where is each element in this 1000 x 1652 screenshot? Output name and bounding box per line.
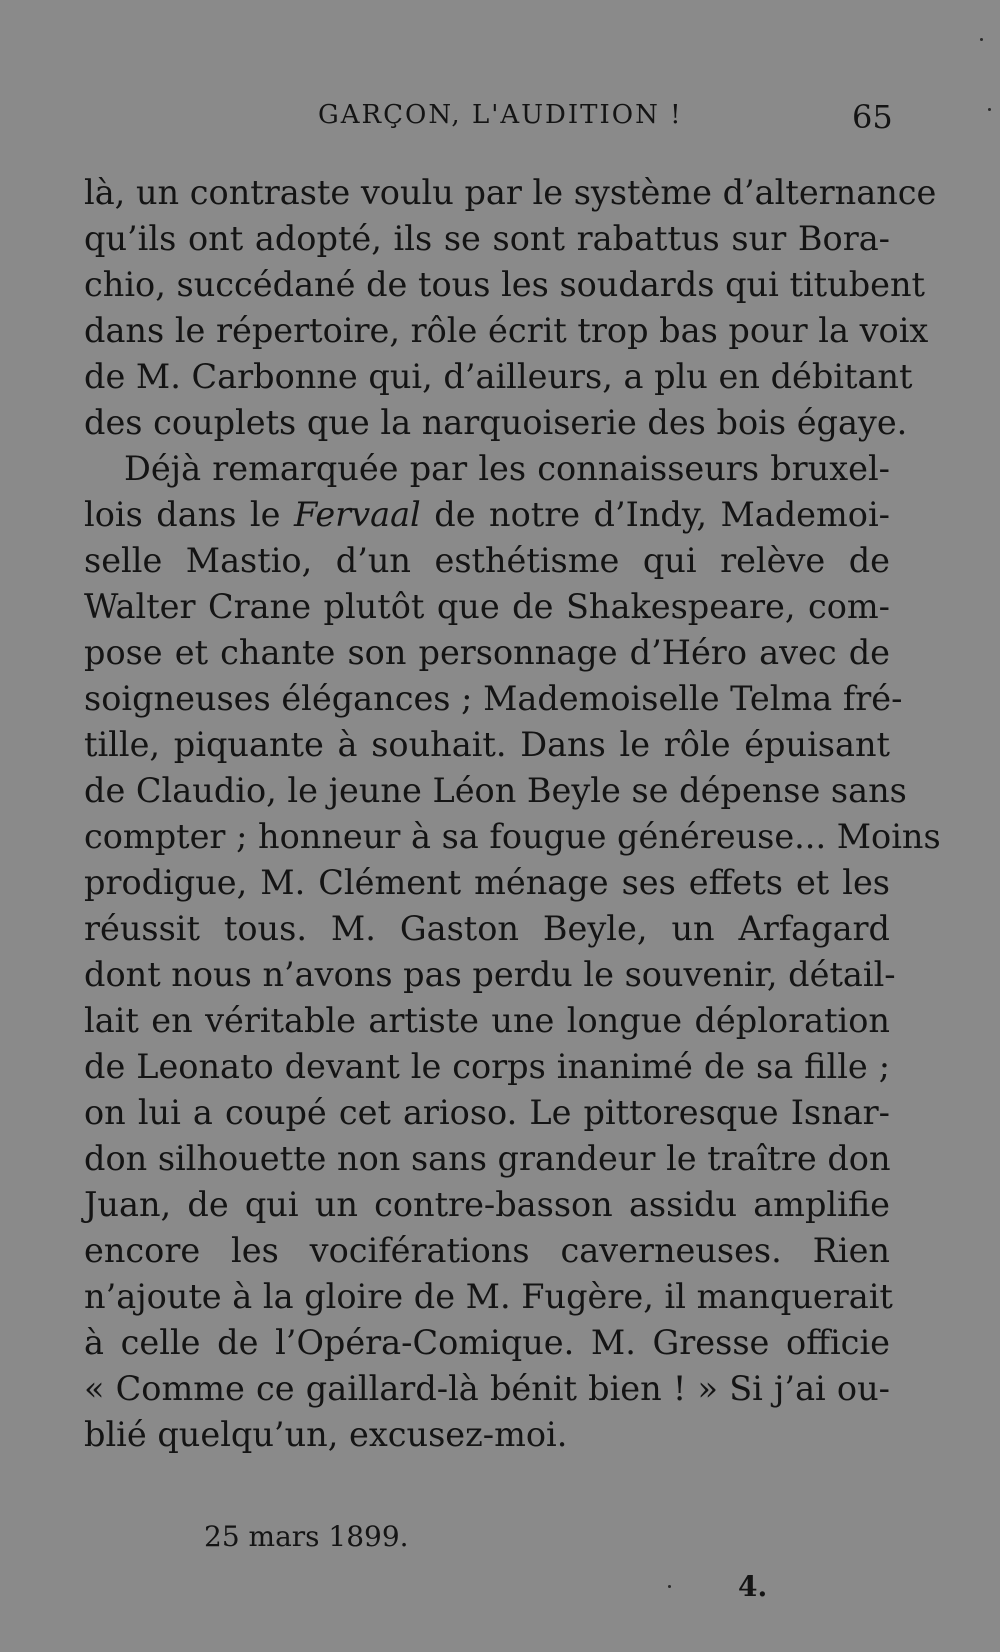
text-line: n’ajoute à la gloire de M. Fugère, il manquerait: [84, 1277, 893, 1316]
text-line: on lui a coupé cet arioso. Le pittoresque Isnar-: [84, 1093, 890, 1132]
text-line: qu’ils ont adopté, ils se sont rabattus sur Bora-: [84, 219, 890, 258]
text-line: pose et chante son personnage d’Héro avec de: [84, 633, 890, 672]
text-line: tille, piquante à souhait. Dans le rôle épuisant: [84, 725, 890, 764]
text-line: Walter Crane plutôt que de Shakespeare, com-: [84, 587, 890, 626]
text-line: « Comme ce gaillard-là bénit bien ! » Si j’ai ou-: [84, 1369, 890, 1408]
signature-mark: 4.: [738, 1570, 768, 1603]
text-line: de M. Carbonne qui, d’ailleurs, a plu en débitant: [84, 357, 913, 396]
text-line: de Leonato devant le corps inanimé de sa fille ;: [84, 1047, 890, 1086]
print-speck: [988, 108, 991, 111]
text-line: chio, succédané de tous les soudards qui titubent: [84, 265, 926, 304]
text-line: des couplets que la narquoiserie des bois égaye.: [84, 403, 908, 442]
text-line: prodigue, M. Clément ménage ses effets et les: [84, 863, 890, 902]
text-line: là, un contraste voulu par le système d’alternance: [84, 173, 937, 212]
text-line: lois dans le Fervaal de notre d’Indy, Mademoi-: [84, 495, 890, 534]
text-line: réussit tous. M. Gaston Beyle, un Arfagard: [84, 909, 890, 948]
text-line: encore les vociférations caverneuses. Rien: [84, 1231, 890, 1270]
print-speck: [668, 1585, 671, 1588]
running-title: GARÇON, L'AUDITION !: [318, 100, 683, 130]
work-title: Fervaal: [293, 495, 421, 534]
text-line: Déjà remarquée par les connaisseurs bruxel-: [124, 449, 890, 488]
text-line: selle Mastio, d’un esthétisme qui relève de: [84, 541, 890, 580]
text-line: soigneuses élégances ; Mademoiselle Telma fré-: [84, 679, 903, 718]
text-line: à celle de l’Opéra-Comique. M. Gresse officie: [84, 1323, 890, 1362]
body-text: [84, 170, 941, 1458]
page-number: 65: [852, 98, 893, 136]
text-line: blié quelqu’un, excusez-moi.: [84, 1415, 568, 1454]
date-line: 25 mars 1899.: [204, 1520, 409, 1553]
text-line: compter ; honneur à sa fougue généreuse... Moins: [84, 817, 941, 856]
text-line: dans le répertoire, rôle écrit trop bas pour la voix: [84, 311, 929, 350]
text-line: dont nous n’avons pas perdu le souvenir, détail-: [84, 955, 896, 994]
text-line: don silhouette non sans grandeur le traître don: [84, 1139, 891, 1178]
text-line: lait en véritable artiste une longue déploration: [84, 1001, 890, 1040]
print-speck: [980, 38, 983, 41]
text-line: de Claudio, le jeune Léon Beyle se dépense sans: [84, 771, 907, 810]
text-line: Juan, de qui un contre-basson assidu amplifie: [84, 1185, 890, 1224]
